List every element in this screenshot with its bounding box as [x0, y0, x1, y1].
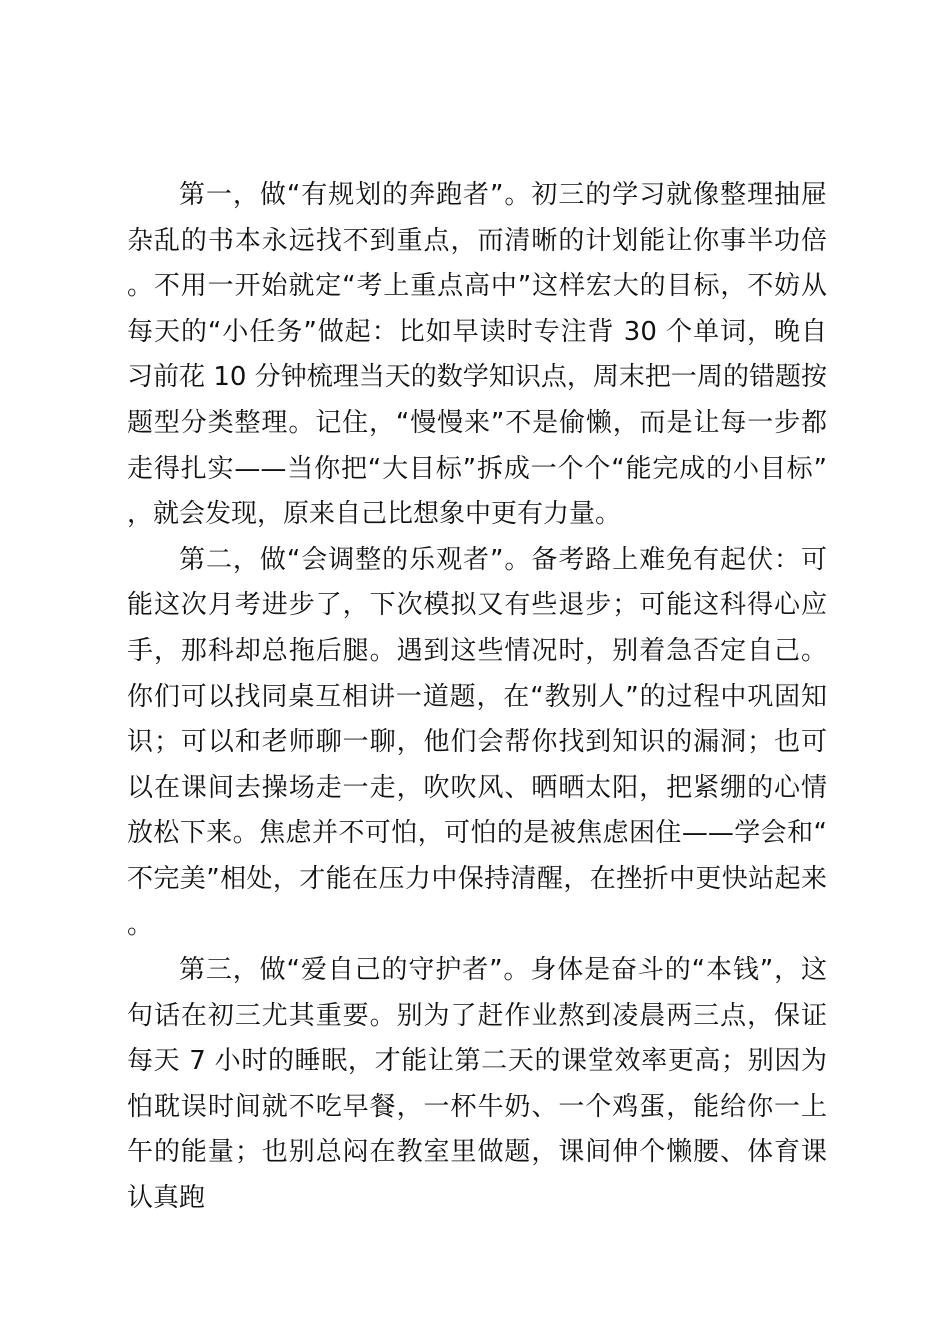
document-body	[127, 173, 827, 1222]
paragraph-optimism: 第二，做“会调整的乐观者”。备考路上难免有起伏：可能这次月考进步了，下次模拟又有些退步；可能这科得心应手，那科却总拖后腿。遇到这些情况时，别着急否定自己。你们可以找同桌互相讲一道题，在“教别人”的过程中巩固知识；可以和老师聊一聊，他们会帮你找到知识的漏洞；也可以在课间去操场走一走，吹吹风、晒晒太阳，把紧绷的心情放松下来。焦虑并不可怕，可怕的是被焦虑困住——学会和“不完美”相处，才能在压力中保持清醒，在挫折中更快站起来。	[127, 544, 827, 940]
paragraph-self-care: 第三，做“爱自己的守护者”。身体是奋斗的“本钱”，这句话在初三尤其重要。别为了赶作业熬到凌晨两三点，保证每天 7 小时的睡眠，才能让第二天的课堂效率更高；别因为怕耽误时间就不吃早餐，一杯牛奶、一个鸡蛋，能给你一上午的能量；也别总闷在教室里做题，课间伸个懒腰、体育课认真跑	[127, 955, 827, 1214]
paragraph-planning: 第一，做“有规划的奔跑者”。初三的学习就像整理抽屉杂乱的书本永远找不到重点，而清晰的计划能让你事半功倍。不用一开始就定“考上重点高中”这样宏大的目标，不妨从每天的“小任务”做起：比如早读时专注背 30 个单词，晚自习前花 10 分钟梳理当天的数学知识点，周末把一周的错题按题型分类整理。记住，“慢慢来”不是偷懒，而是让每一步都走得扎实——当你把“大目标”拆成一个个“能完成的小目标”，就会发现，原来自己比想象中更有力量。	[127, 180, 827, 530]
